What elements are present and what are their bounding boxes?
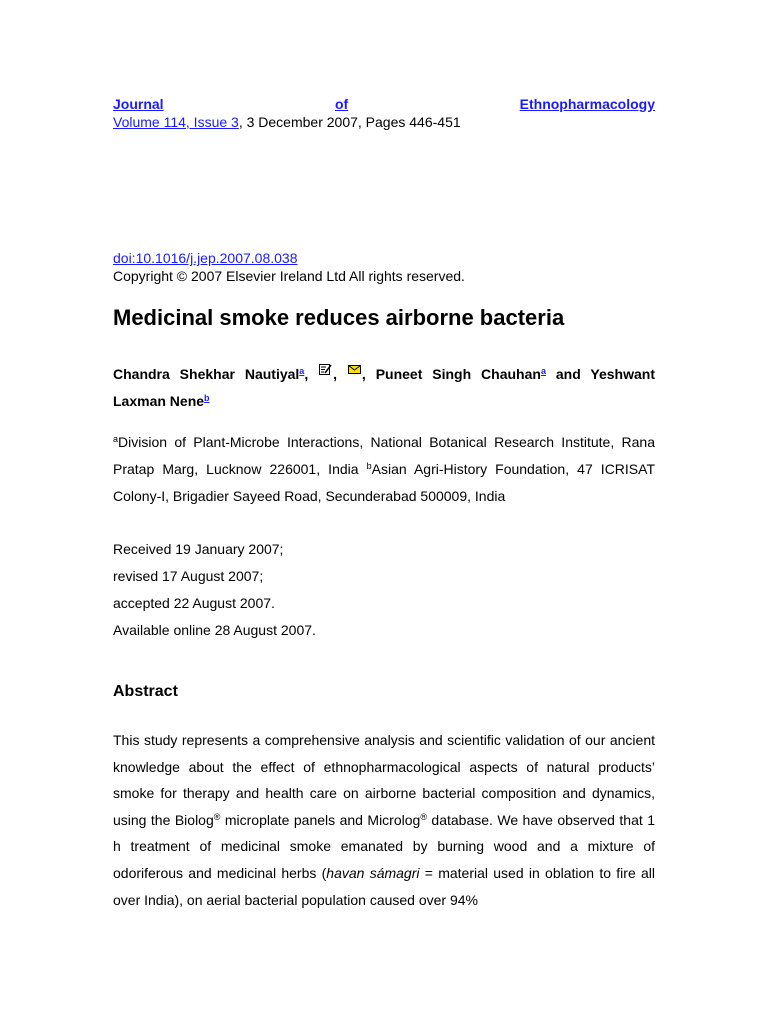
doi-link[interactable]: doi:10.1016/j.jep.2007.08.038 [113,250,298,266]
affiliation-link-b[interactable]: b [204,393,210,403]
affiliation-a: Division of Plant-Microbe Interactions, National Botanical Research Institute, Rana Pratap Marg, Lucknow 226001, India [113,434,655,477]
volume-date-pages: , 3 December 2007, Pages 446-451 [238,114,461,130]
date-online: Available online 28 August 2007. [113,622,316,638]
author-name: Puneet Singh Chauhan [375,366,541,382]
date-accepted: accepted 22 August 2007. [113,595,275,611]
journal-title-link[interactable] [113,96,655,113]
edit-note-icon[interactable] [319,357,332,368]
date-received: Received 19 January 2007; [113,541,284,557]
journal-word-journal[interactable]: Journal [113,96,164,112]
affiliation-link-a[interactable]: a [299,366,305,376]
affiliation-marker-b: b [366,461,372,471]
affiliations [113,429,655,510]
volume-issue-line [113,114,655,131]
havan-samagri-term: havan sámagri [326,864,420,881]
date-revised: revised 17 August 2007; [113,568,264,584]
author-list: Chandra Shekhar Nautiyal$^a$, , , Puneet Singh Chauhan$^a$ and Yeshwant Laxman Nene$^b$ [113,357,655,415]
journal-word-ethnopharmacology[interactable]: Ethnopharmacology [519,96,655,112]
affiliation-marker-a: a [113,434,119,444]
affiliation-link-a[interactable]: a [540,366,546,376]
doi-line [113,250,298,267]
article-title: Medicinal smoke reduces airborne bacteria [113,305,565,330]
envelope-icon[interactable] [348,357,361,368]
journal-word-of[interactable]: of [335,96,349,112]
article-history [113,536,316,644]
copyright-notice: Copyright © 2007 Elsevier Ireland Ltd All rights reserved. [113,268,465,284]
volume-issue-link[interactable]: Volume 114, Issue 3 [113,114,239,130]
abstract-heading: Abstract [113,683,178,700]
author-name: Yeshwant Laxman Nene [113,366,655,409]
abstract-body: This study represents a comprehensive analysis and scientific validation of our ancient knowledge about the effect of ethnopharmacological aspects of natural products’ smoke for therapy and health care on airborne bacterial composition and dynamics, using the Biolog® microplate panels and Microlog® database. We have observed that 1 h treatment of medicinal smoke emanated by burning wood and a mixture of odoriferous and medicinal herbs (havan sámagri = material used in oblation to fire all over India), on aerial bacterial population caused over 94% [113,732,655,908]
affiliation-b: Asian Agri-History Foundation, 47 ICRISAT Colony-I, Brigadier Sayeed Road, Secunderabad 500009, India [113,461,655,504]
author-name: Chandra Shekhar Nautiyal [113,366,300,382]
